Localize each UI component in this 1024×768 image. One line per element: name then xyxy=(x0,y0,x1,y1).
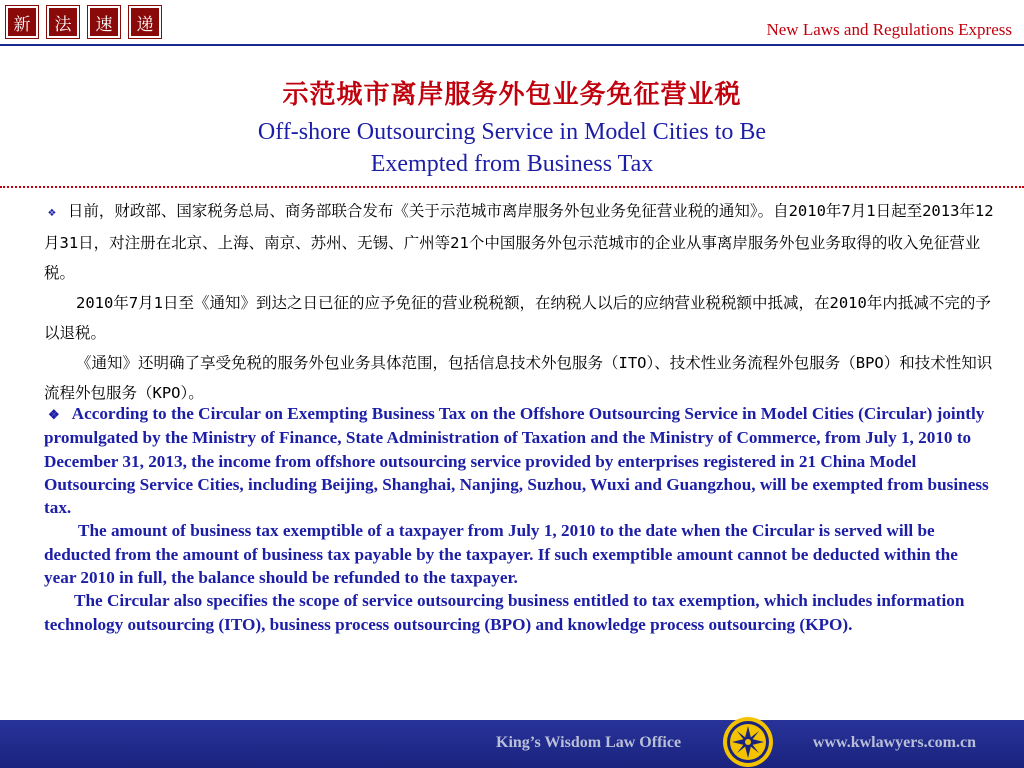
page-title-en-line2: Exempted from Business Tax xyxy=(370,151,654,177)
page-title-cn: 示范城市离岸服务外包业务免征营业税 xyxy=(282,80,742,110)
badge-fa: 法 xyxy=(47,6,79,38)
header-badges xyxy=(6,6,161,38)
en-paragraph-1-text: According to the Circular on Exempting Business Tax on the Offshore Outsourcing Service in Model Cities (Circular) jointly promulgated by the Ministry of Finance, State Administration of Taxation and the Ministry of Commerce, from July 1, 2010 to December 31, 2013, the income from offshore outsourcing service provided by enterprises registered in 21 China Model Outsourcing Service Cities, including Beijing, Shanghai, Nanjing, Suzhou, Wuxi and Guangzhou, will be exempted from business tax. xyxy=(44,404,989,518)
cn-paragraph-2: 2010年7月1日至《通知》到达之日已征的应予免征的营业税税额，在纳税人以后的应纳营业税税额中抵减，在2010年内抵减不完的予以退税。 xyxy=(44,294,991,342)
badge-xin: 新 xyxy=(6,6,38,38)
header-tagline: New Laws and Regulations Express xyxy=(766,20,1012,39)
kings-wisdom-logo-icon xyxy=(722,716,774,768)
badge-su: 速 xyxy=(88,6,120,38)
en-paragraph-2: The amount of business tax exemptible of a taxpayer from July 1, 2010 to the date when the Circular is served will be deducted from the amount of business tax payable by the taxpayer. If such exemptible amount cannot be deducted within the year 2010 in full, the balance should be refunded to the taxpayer. xyxy=(44,521,958,588)
footer-website-link[interactable]: www.kwlawyers.com.cn xyxy=(812,734,976,751)
footer-bar xyxy=(0,720,1024,768)
footer-office-name: King’s Wisdom Law Office xyxy=(496,734,682,751)
page-title-en-line1: Off-shore Outsourcing Service in Model Cities to Be xyxy=(257,119,767,145)
diamond-bullet-icon: ❖ xyxy=(48,205,56,220)
cn-paragraph-3: 《通知》还明确了享受免税的服务外包业务具体范围，包括信息技术外包服务（ITO）、技术性业务流程外包服务（BPO）和技术性知识流程外包服务（KPO）。 xyxy=(44,354,993,402)
en-paragraph-1 xyxy=(44,402,994,519)
chinese-text-section xyxy=(44,196,996,408)
page-title-en xyxy=(0,116,1024,180)
diamond-bullet-icon: ❖ xyxy=(48,407,60,422)
english-text-section xyxy=(44,402,994,636)
cn-paragraph-1-text: 日前，财政部、国家税务总局、商务部联合发布《关于示范城市离岸服务外包业务免征营业税的通知》。自2010年7月1日起至2013年12月31日，对注册在北京、上海、南京、苏州、无锡、广州等21个中国服务外包示范城市的企业从事离岸服务外包业务取得的收入免征营业税。 xyxy=(44,202,994,282)
cn-paragraph-1 xyxy=(44,196,996,288)
title-divider xyxy=(0,186,1024,188)
en-paragraph-3: The Circular also specifies the scope of service outsourcing business entitled to tax exemption, which includes information technology outsourcing (ITO), business process outsourcing (BPO) and knowledge process outsourcing (KPO). xyxy=(44,591,965,634)
badge-di: 递 xyxy=(129,6,161,38)
header-divider xyxy=(0,44,1024,46)
